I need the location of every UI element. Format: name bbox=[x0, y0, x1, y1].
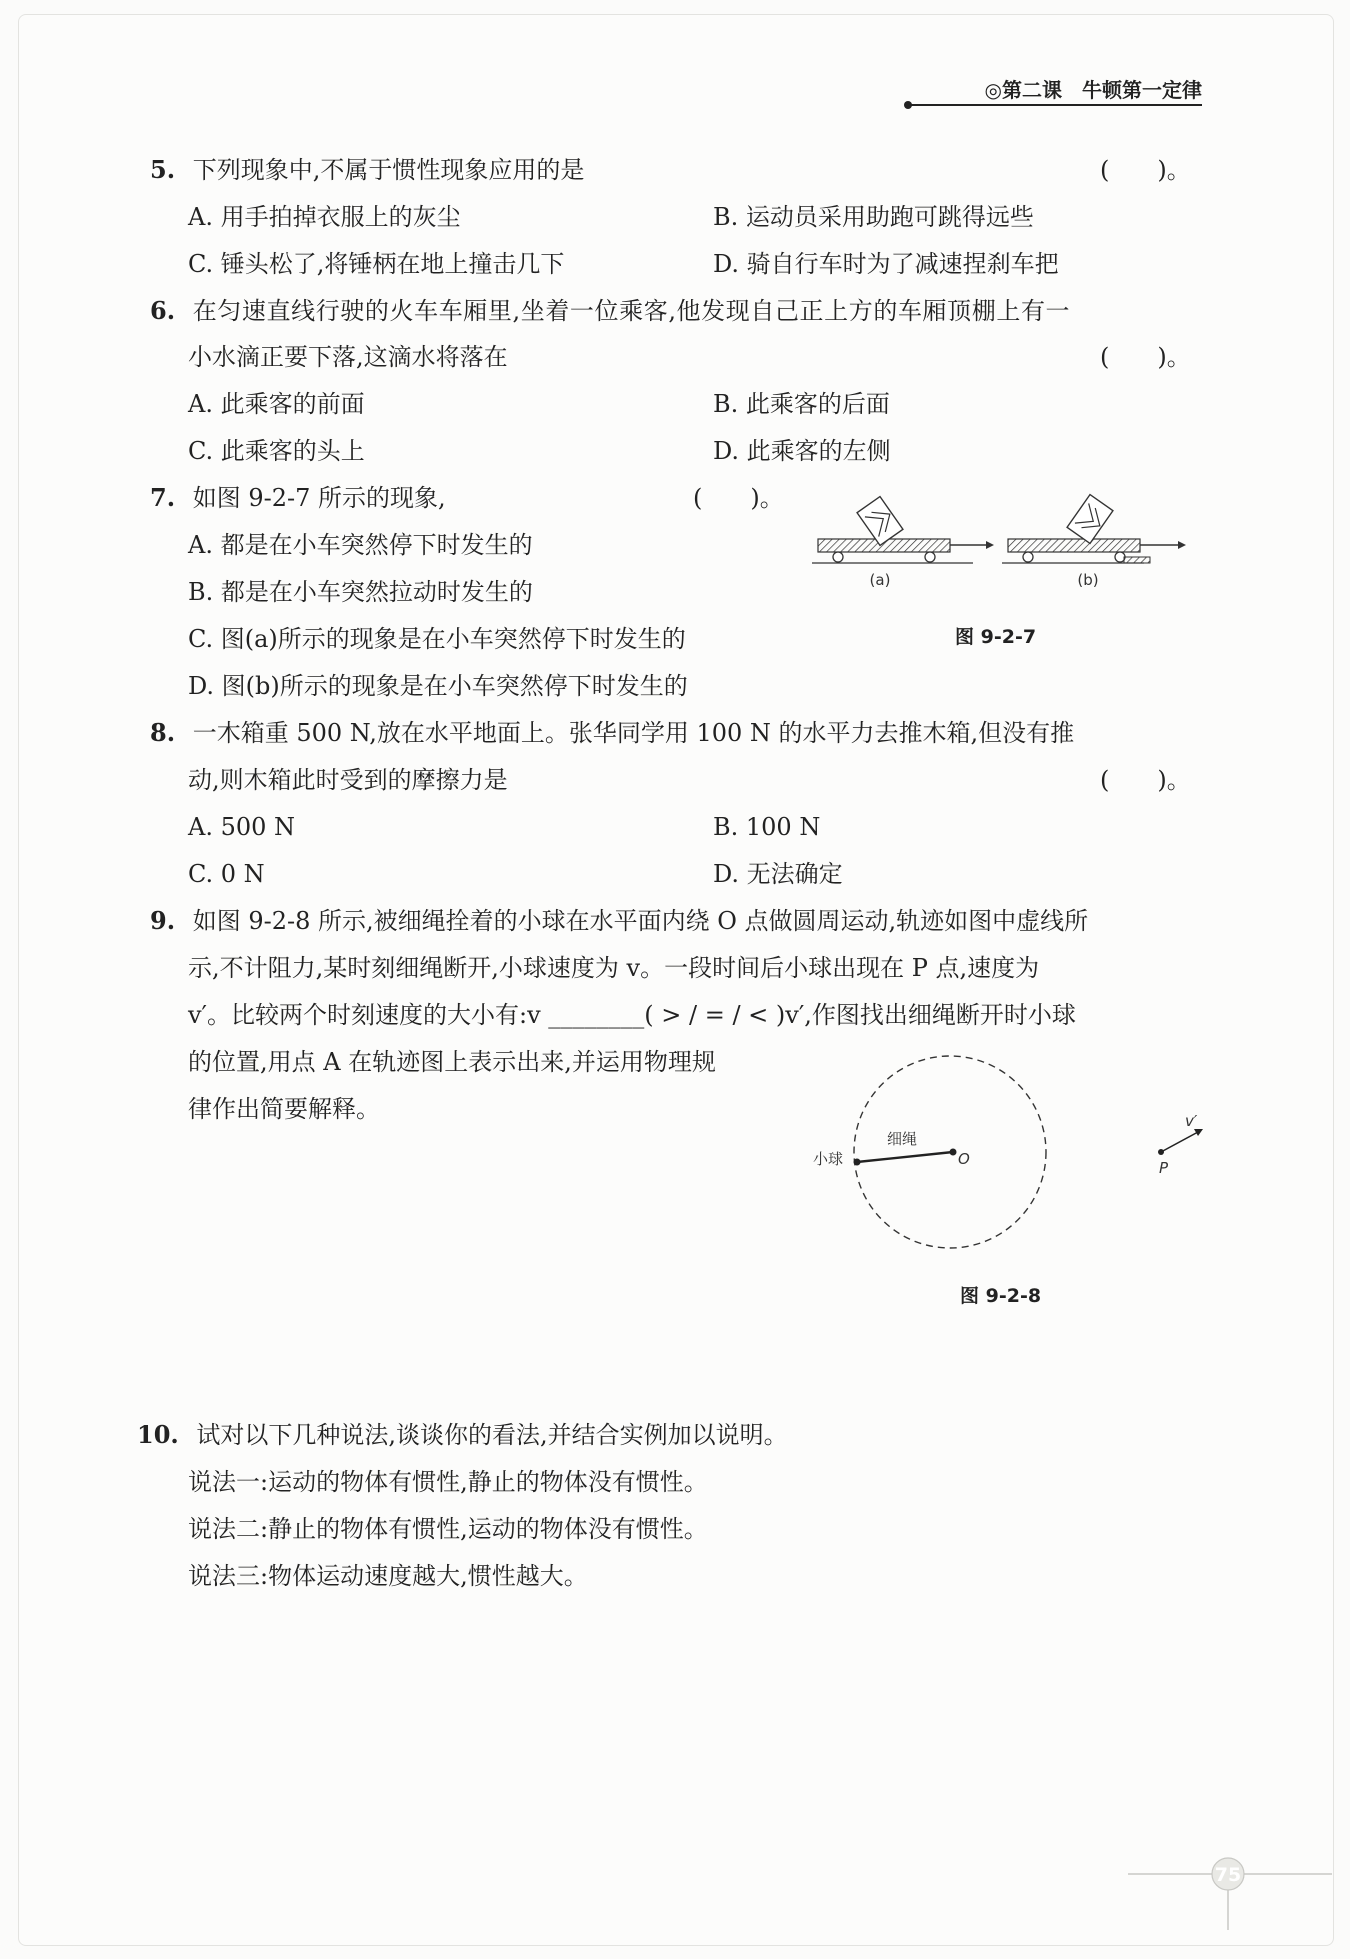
velocity-label: v′ bbox=[1185, 1112, 1198, 1130]
figure-9-2-8-caption: 图 9-2-8 bbox=[960, 1285, 1042, 1307]
q7-answer-paren[interactable]: ( )。 bbox=[693, 484, 784, 512]
q10-stem bbox=[137, 1419, 788, 1451]
rope-line bbox=[857, 1152, 953, 1162]
q8-stem-line1 bbox=[150, 717, 1074, 749]
figure-a-label: (a) bbox=[869, 571, 891, 589]
q8-text-1: 一木箱重 500 N,放在水平地面上。张华同学用 100 N 的水平力去推木箱,但没有推 bbox=[192, 719, 1075, 747]
figure-b-label: (b) bbox=[1077, 571, 1099, 589]
q6-option-c[interactable]: C. 此乘客的头上 bbox=[188, 437, 365, 465]
cart-a bbox=[812, 497, 994, 589]
point-p-label: P bbox=[1159, 1159, 1169, 1177]
ball-dot bbox=[854, 1159, 861, 1166]
q9-text-1: 如图 9-2-8 所示,被细绳拴着的小球在水平面内绕 O 点做圆周运动,轨迹如图中虚线所 bbox=[192, 907, 1089, 935]
q6-text-1: 在匀速直线行驶的火车车厢里,坐着一位乘客,他发现自己正上方的车厢顶棚上有一 bbox=[192, 297, 1071, 325]
header-rule bbox=[910, 104, 1202, 106]
q8-answer-paren[interactable]: ( )。 bbox=[1100, 766, 1191, 794]
q8-number: 8. bbox=[150, 718, 176, 747]
q5-stem bbox=[150, 154, 584, 186]
q6-option-a[interactable]: A. 此乘客的前面 bbox=[188, 390, 365, 418]
q9-number: 9. bbox=[150, 906, 176, 935]
q9-line3[interactable]: v′。比较两个时刻速度的大小有:v ________( > / = / < )v′,作图找出细绳断开时小球 bbox=[188, 1001, 1076, 1029]
q8-stem-line2: 动,则木箱此时受到的摩擦力是 bbox=[188, 766, 508, 794]
q7-option-d[interactable]: D. 图(b)所示的现象是在小车突然停下时发生的 bbox=[188, 672, 688, 700]
q10-statement-2: 说法二:静止的物体有惯性,运动的物体没有惯性。 bbox=[188, 1515, 708, 1543]
q6-stem-line1 bbox=[150, 295, 1070, 327]
figure-9-2-7-caption: 图 9-2-7 bbox=[955, 626, 1037, 648]
q6-option-d[interactable]: D. 此乘客的左侧 bbox=[713, 437, 891, 465]
header-dot bbox=[904, 101, 912, 109]
q6-number: 6. bbox=[150, 296, 176, 325]
q7-option-a[interactable]: A. 都是在小车突然停下时发生的 bbox=[188, 531, 533, 559]
center-dot bbox=[950, 1149, 957, 1156]
figure-9-2-7 bbox=[808, 485, 1198, 600]
q7-stem bbox=[150, 482, 446, 514]
q5-answer-paren[interactable]: ( )。 bbox=[1100, 156, 1191, 184]
q9-line1 bbox=[150, 905, 1088, 937]
page-number-badge bbox=[1128, 1850, 1338, 1930]
velocity-arrow bbox=[1161, 1132, 1198, 1152]
q5-option-c[interactable]: C. 锤头松了,将锤柄在地上撞击几下 bbox=[188, 250, 565, 278]
q10-text: 试对以下几种说法,谈谈你的看法,并结合实例加以说明。 bbox=[196, 1421, 788, 1449]
q10-statement-1: 说法一:运动的物体有惯性,静止的物体没有惯性。 bbox=[188, 1468, 708, 1496]
q8-option-a[interactable]: A. 500 N bbox=[188, 813, 296, 841]
q7-option-b[interactable]: B. 都是在小车突然拉动时发生的 bbox=[188, 578, 533, 606]
q9-line2: 示,不计阻力,某时刻细绳断开,小球速度为 v。一段时间后小球出现在 P 点,速度为 bbox=[188, 954, 1040, 982]
q6-answer-paren[interactable]: ( )。 bbox=[1100, 343, 1191, 371]
q7-option-c[interactable]: C. 图(a)所示的现象是在小车突然停下时发生的 bbox=[188, 625, 686, 653]
q7-text: 如图 9-2-7 所示的现象, bbox=[192, 484, 446, 512]
q9-line4: 的位置,用点 A 在轨迹图上表示出来,并运用物理规 bbox=[188, 1048, 716, 1076]
q5-option-b[interactable]: B. 运动员采用助跑可跳得远些 bbox=[713, 203, 1034, 231]
q8-option-b[interactable]: B. 100 N bbox=[713, 813, 821, 841]
q6-stem-line2: 小水滴正要下落,这滴水将落在 bbox=[188, 343, 508, 371]
q5-text: 下列现象中,不属于惯性现象应用的是 bbox=[192, 156, 585, 184]
ball-label: 小球 bbox=[813, 1150, 844, 1168]
figure-9-2-8[interactable] bbox=[805, 1052, 1215, 1264]
q10-number: 10. bbox=[137, 1420, 179, 1449]
chapter-header: ◎第二课 牛顿第一定律 bbox=[984, 78, 1202, 102]
q10-statement-3: 说法三:物体运动速度越大,惯性越大。 bbox=[188, 1562, 588, 1590]
q5-number: 5. bbox=[150, 155, 176, 184]
q5-option-a[interactable]: A. 用手拍掉衣服上的灰尘 bbox=[188, 203, 461, 231]
q7-number: 7. bbox=[150, 483, 176, 512]
rope-label: 细绳 bbox=[887, 1130, 918, 1148]
q8-option-d[interactable]: D. 无法确定 bbox=[713, 860, 843, 888]
q9-line5: 律作出简要解释。 bbox=[188, 1095, 380, 1123]
center-label: O bbox=[958, 1150, 970, 1168]
q6-option-b[interactable]: B. 此乘客的后面 bbox=[713, 390, 890, 418]
q8-option-c[interactable]: C. 0 N bbox=[188, 860, 265, 888]
cart-b bbox=[1002, 495, 1186, 589]
q5-option-d[interactable]: D. 骑自行车时为了减速捏刹车把 bbox=[713, 250, 1059, 278]
page-number: 75 bbox=[1214, 1864, 1242, 1886]
